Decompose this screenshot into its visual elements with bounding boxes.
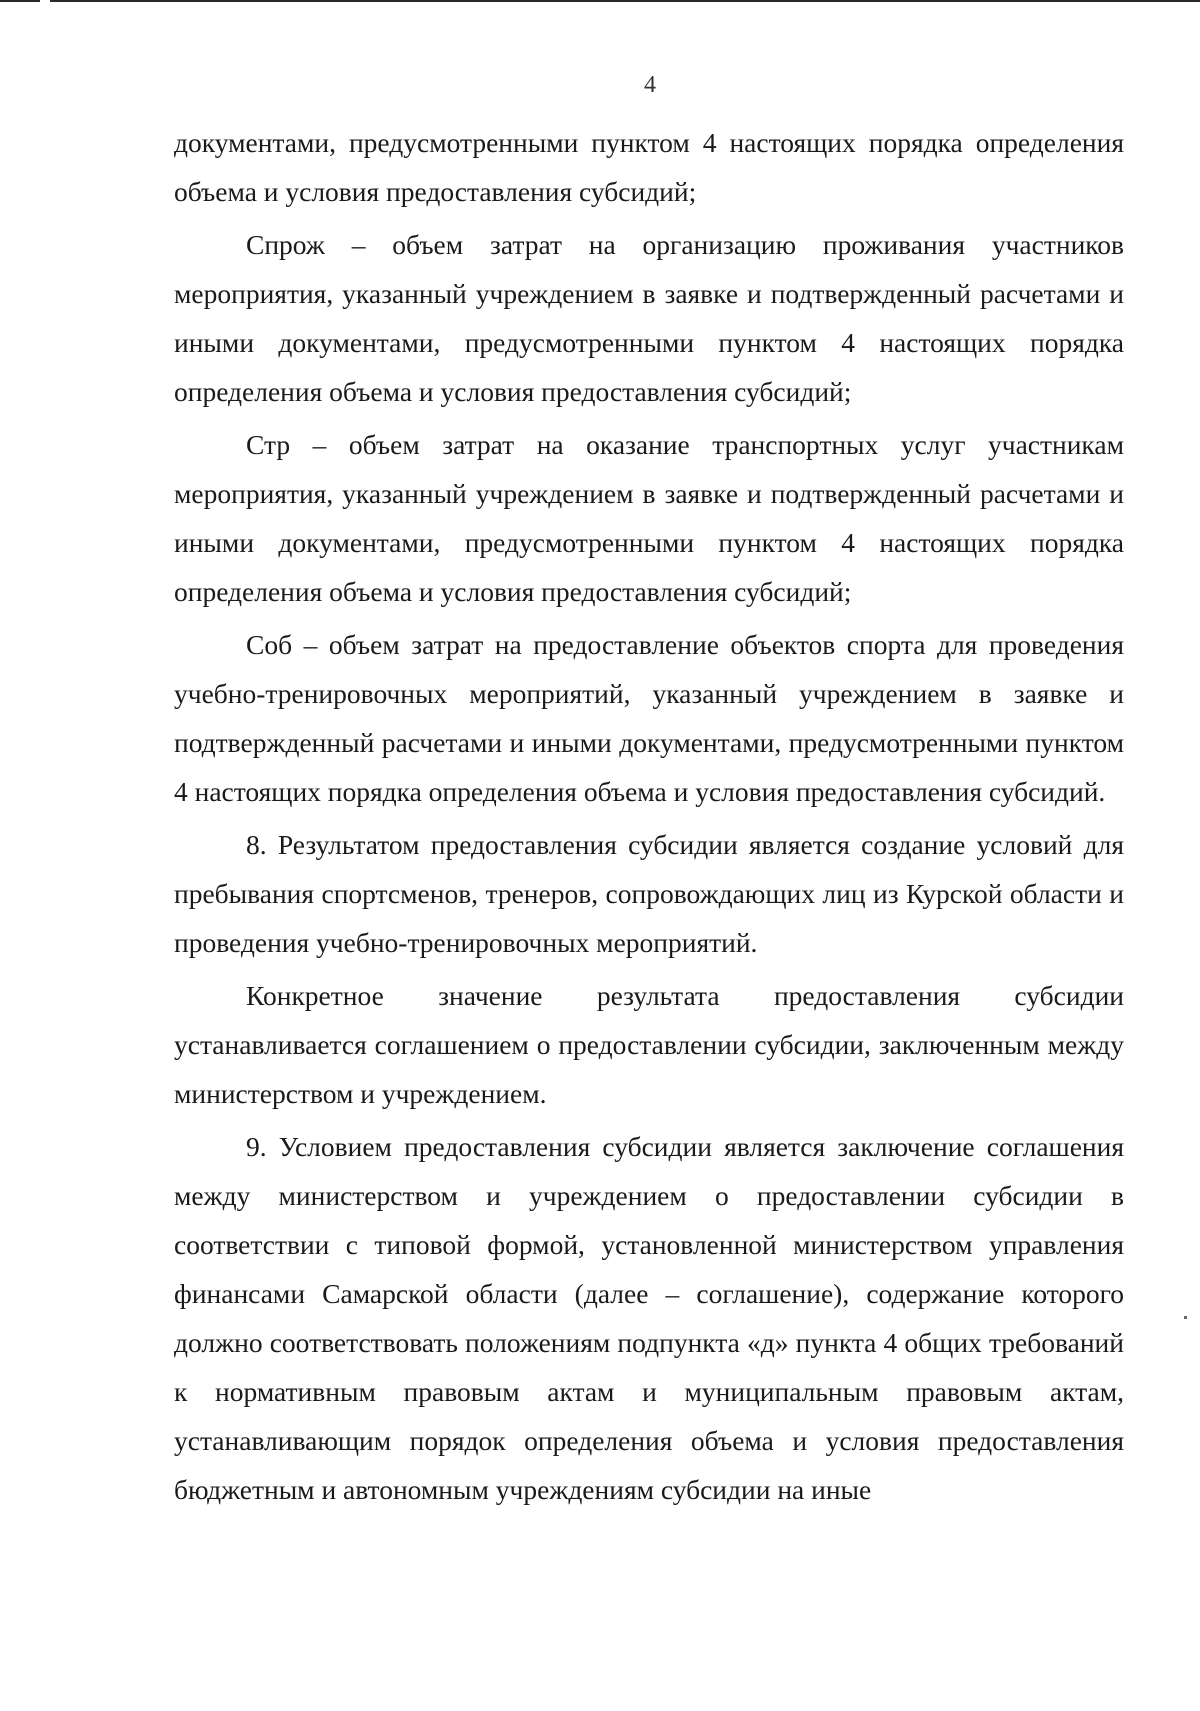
paragraph-continuation: документами, предусмотренными пунктом 4 настоящих порядка определения объема и условия предоставления субсидий;	[174, 127, 1124, 207]
scan-top-gap	[40, 0, 50, 2]
paragraph-item-8: 8. Результатом предоставления субсидии является создание условий для пребывания спортсменов, тренеров, сопровождающих лиц из Курской области и проведения учебно-тренировочных мероприятий.	[174, 829, 1124, 958]
paragraph-sob-definition: Соб – объем затрат на предоставление объектов спорта для проведения учебно-тренировочных мероприятий, указанный учреждением в заявке и подтвержденный расчетами и иными документами, предусмотренными пунктом 4 настоящих порядка определения объема и условия предоставления субсидий.	[174, 629, 1124, 807]
paragraph-str-definition: Стр – объем затрат на оказание транспортных услуг участникам мероприятия, указанный учреждением в заявке и подтвержденный расчетами и иными документами, предусмотренными пунктом 4 настоящих порядка определения объема и условия предоставления субсидий;	[174, 429, 1124, 607]
paragraph-result-value: Конкретное значение результата предоставления субсидии устанавливается соглашением о предоставлении субсидии, заключенным между министерством и учреждением.	[174, 980, 1124, 1109]
document-body	[174, 118, 1124, 1518]
paragraph-sprozh-definition: Спрож – объем затрат на организацию проживания участников мероприятия, указанный учреждением в заявке и подтвержденный расчетами и иными документами, предусмотренными пунктом 4 настоящих порядка определения объема и условия предоставления субсидий;	[174, 229, 1124, 407]
page-number: 4	[644, 72, 656, 98]
scan-top-edge	[0, 0, 1200, 2]
paragraph-item-9: 9. Условием предоставления субсидии является заключение соглашения между министерством и учреждением о предоставлении субсидии в соответствии с типовой формой, установленной министерством управления финансами Самарской области (далее – соглашение), содержание которого должно соответствовать положениям подпункта «д» пункта 4 общих требований к нормативным правовым актам и муниципальным правовым актам, устанавливающим порядок определения объема и условия предоставления бюджетным и автономным учреждениям субсидии на иные	[174, 1131, 1124, 1505]
scan-mark	[1184, 1316, 1187, 1319]
